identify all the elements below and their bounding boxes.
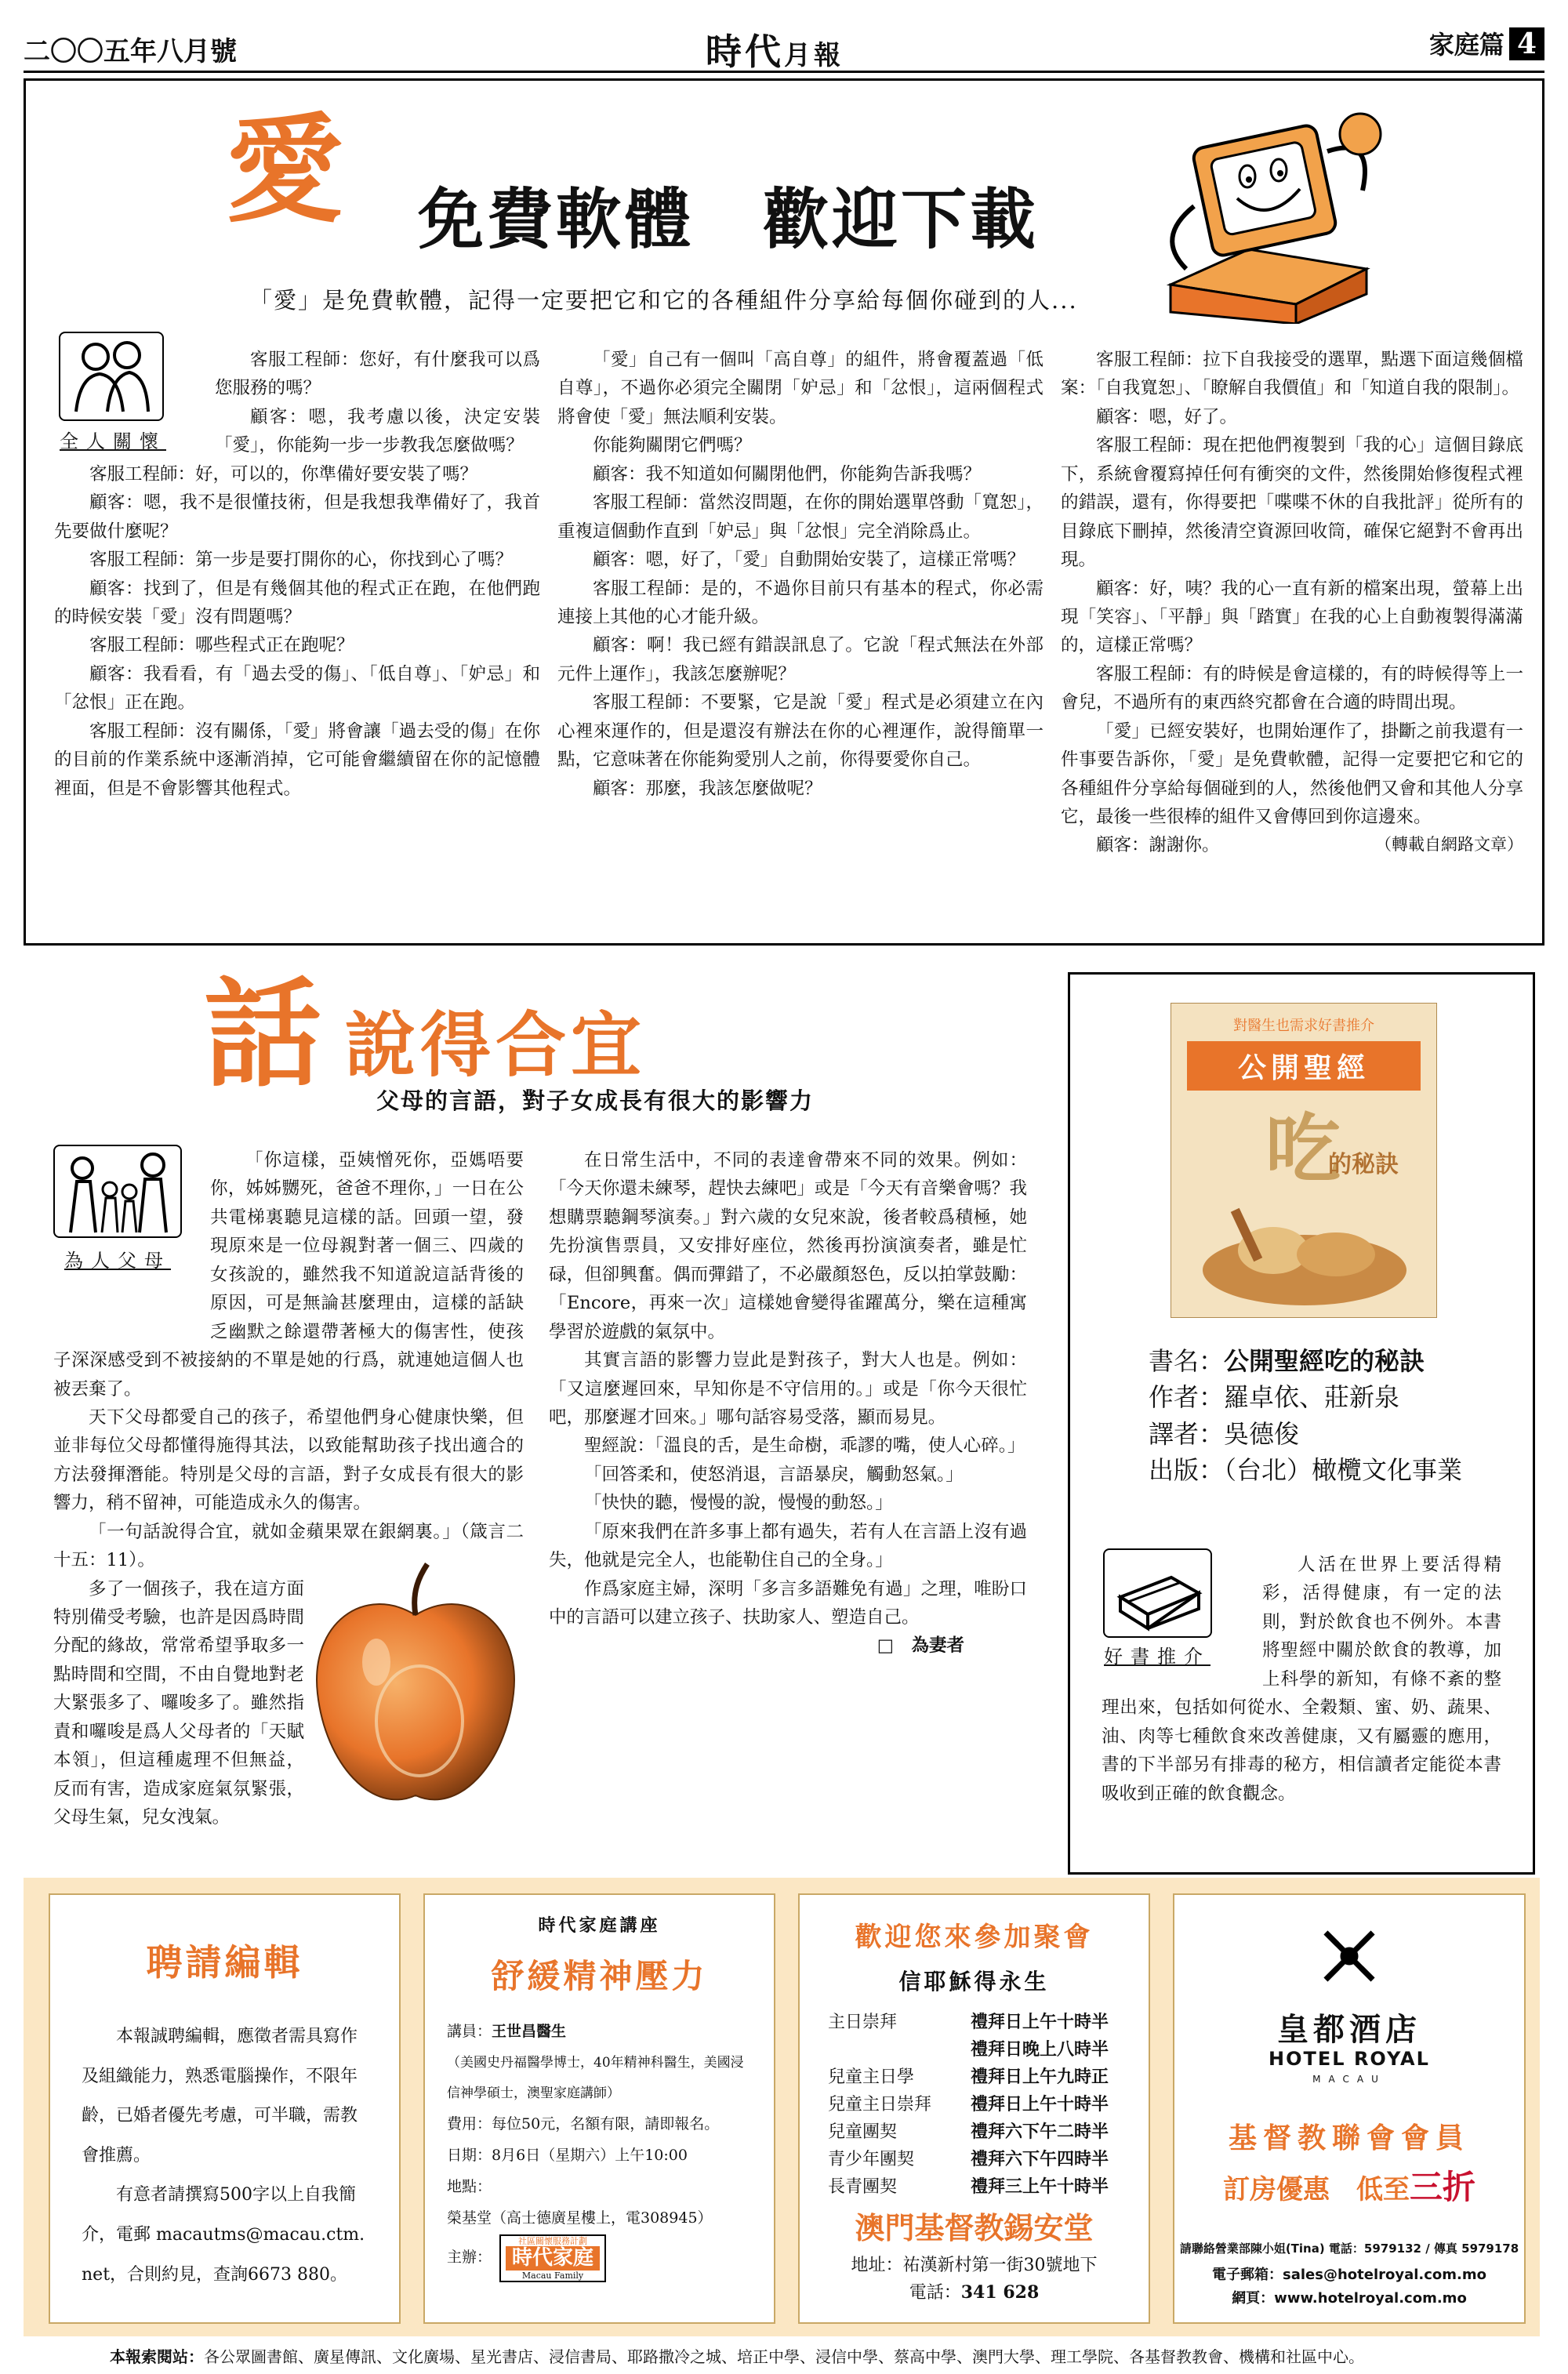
venue-label: 地點： [447,2177,492,2195]
paragraph: 客服工程師：不要緊，它是說「愛」程式是必須建立在內心裡來運作的，但是還沒有辦法在你的心裡運作，說得簡單一點，它意味著在你能夠愛別人之前，你得要愛你自己。 [557,692,1044,771]
fee-label: 費用： [447,2115,492,2133]
book-translator: 吳德俊 [1224,1418,1300,1449]
speaker-name: 王世昌醫生 [492,2023,567,2040]
book-cover-title: 公開聖經 [1187,1041,1421,1091]
paragraph: 作爲家庭主婦，深明「多言多語難免有過」之理，唯盼口中的言語可以建立孩子、扶助家人、塑造自己。 [549,1578,1027,1628]
paragraph: 「回答柔和，使怒消退，言語暴戾，觸動怒氣。」 [584,1464,964,1485]
book-name-label: 書名： [1149,1346,1225,1376]
paragraph: 顧客：好，咦？我的心一直有新的檔案出現，螢幕上出現「笑容」、「平靜」與「踏實」在我的心上自動複製得滿滿的，這樣正常嗎？ [1061,578,1523,656]
masthead-suffix: 月報 [784,40,844,71]
church-name: 澳門基督教錫安堂 [855,2210,1094,2245]
paragraph: 聖經說：「溫良的舌，是生命樹，乖謬的嘴，使人心碎。」 [584,1436,1025,1457]
book-description: 人活在世界上要活得精彩，活得健康，有一定的法則，對於飲食也不例外。本書將聖經中關於飲食的教導，加上科學的新知，有條不紊的整理出來，包括如何從水、全穀類、蜜、奶、蔬果、油、肉等七種飲食來改善健康，又有屬靈的應用，書的下半部另有排毒的秘方，相信讀者定能從本書吸收到正確的飲食觀念。 [1102,1555,1501,1804]
schedule-row [823,2144,1113,2172]
schedule-name: 兒童主日崇拜 [828,2095,932,2114]
hotel-offer2: 訂房優惠 低至 [1222,2174,1410,2205]
paragraph: 顧客：我不知道如何關閉他們，你能夠告訴我嗎？ [593,463,982,485]
ad-recruit-text [82,2017,368,2295]
paragraph: 在日常生活中，不同的表達會帶來不同的效果。例如：「今天你還未練琴，趕快去練吧」或是「今天有音樂會嗎？我想購票聽鋼琴演奏。」對六歲的女兒來說，後者較爲積極，她先扮演售票員，又安排好座位，然後再扮演演奏者，雖是忙碌，但卻興奮。偶而彈錯了，不必嚴顏怒色，反以拍掌鼓勵：「Encore，再來一次」這樣她會變得雀躍萬分，樂在這種寓學習於遊戲的氣氛中。 [549,1150,1027,1342]
schedule-row [823,2007,1113,2035]
article-words-title: 說得合宜 [345,1004,646,1087]
schedule-time: 禮拜六下午四時半 [971,2149,1109,2169]
float-spacer [1102,1551,1262,1668]
column-label-books: 好書推介 [1104,1646,1210,1668]
schedule-time: 禮拜日上午十時半 [971,2094,1109,2114]
paragraph: 客服工程師：有的時候是會這樣的，有的時候得等上一會兒，不過所有的東西終究都會在合適的時間出現。 [1061,663,1523,713]
date-label: 日期： [447,2146,492,2164]
schedule-time: 禮拜日晚上八時半 [971,2039,1109,2060]
paragraph: 天下父母都愛自己的孩子，希望他們身心健康快樂，但並非每位父母都懂得施得其法，以致能幫助孩子找出適合的方法發揮潛能。特別是父母的言語，對子女成長有很大的影響力，稍不留神，可能造成永久的傷害。 [53,1407,524,1514]
hotel-offer3: 三折 [1409,2168,1475,2206]
ad-hotel [1173,1893,1526,2324]
venue-value: 榮基堂（高士德廣星樓上，電308945） [447,2209,713,2227]
fee-row [447,2109,752,2140]
paragraph: 客服工程師：好，可以的，你準備好要安裝了嗎？ [89,463,478,485]
column-label-care: 全人關懷 [60,430,166,452]
schedule-row [823,2117,1113,2144]
schedule-name: 青少年團契 [828,2150,915,2169]
hotel-city: MACAU [1312,2074,1386,2085]
article-love-source: （轉載自網路文章） [1375,835,1523,855]
host-name: 時代家庭 [506,2246,600,2271]
schedule-name: 兒童主日學 [828,2067,915,2087]
schedule-name: 主日崇拜 [828,2013,898,2032]
article-words-col2 [549,1146,1027,1836]
host-logo [499,2234,606,2283]
paragraph: 客服工程師：您好，有什麼我可以爲您服務的嗎？ [215,350,540,399]
church-phone: 341 628 [960,2282,1040,2303]
hotel-email: 電子郵箱：sales@hotelroyal.com.mo [1212,2267,1486,2283]
page-header [24,24,1544,73]
paragraph: 客服工程師：當然沒問題，在你的開始選單啓動「寬恕」，重複這個動作直到「妒忌」與「忿恨」完全消除爲止。 [557,492,1044,542]
speaker-bio: （美國史丹福醫學博士，40年精神科醫生，美國浸信神學碩士，澳聖家庭講師） [447,2054,744,2101]
ad-seminar-title: 舒緩精神壓力 [491,1957,708,1995]
church-phone-row [800,2279,1149,2303]
book-description-box [1102,1551,1501,1808]
schedule-time: 禮拜六下午二時半 [971,2122,1109,2142]
book-review-panel [1068,972,1535,1875]
ad-church-title: 歡迎您來參加聚會 [855,1922,1094,1953]
book-author-row [1149,1379,1462,1415]
schedule-time: 禮拜日上午十時半 [971,2012,1109,2032]
article-words-subtitle: 父母的言語，對子女成長有很大的影響力 [376,1087,815,1114]
fee-value: 每位50元，名額有限，請即報名。 [492,2115,720,2133]
speaker-row [447,2016,752,2048]
section-name: 家庭篇 [1428,30,1504,60]
ad-recruit-text2: 有意者請撰寫500字以上自我簡介，電郵 macautms@macau.ctm.net，合則約見，查詢6673 880。 [82,2185,365,2285]
paragraph: 「快快的聽，慢慢的說，慢慢的動怒。」 [584,1493,893,1514]
schedule-row [823,2035,1113,2062]
book-publisher-row [1149,1452,1462,1488]
book-cover [1171,1003,1437,1318]
schedule-time: 禮拜日上午九時正 [971,2067,1109,2087]
ad-church [798,1893,1150,2324]
hotel-name-en: HOTEL ROYAL [1269,2048,1430,2070]
book-cover-sub: 的秘訣 [1328,1151,1399,1178]
article-words-author: □ 為妻者 [877,1635,964,1657]
page-footer [110,2344,1364,2367]
paragraph: 顧客：嗯，好了。 [1096,406,1238,427]
paragraph: 顧客：嗯，好了，「愛」自動開始安裝了，這樣正常嗎？ [593,550,1025,571]
book-cover-big: 吃 [1265,1105,1341,1193]
ad-recruit-title: 聘請編輯 [146,1941,303,1984]
paragraph: 客服工程師：拉下自我接受的選單，點選下面這幾個檔案：「自我寬恕」、「瞭解自我價值」和「知道自我的限制」。 [1061,350,1523,399]
apple-illustration [302,1560,529,1819]
paragraph: 「原來我們在許多事上都有過失，若有人在言語上沒有過失，他就是完全人，也能勒住自己的全身。」 [549,1521,1027,1571]
article-love-col3 [1061,346,1523,996]
paragraph: 多了一個孩子，我在這方面特別備受考驗，也許是因爲時間分配的緣故，常常希望爭取多一點時間和空間，不由自覺地對老大緊張多了、囉唆多了。雖然指責和囉唆是爲人父母者的「天賦本領」，但這種處理不但無益，反而有害，造成家庭氣氛緊張，父母生氣，兒女洩氣。 [53,1578,304,1828]
ad-seminar-kicker: 時代家庭講座 [538,1915,661,1936]
book-name: 公開聖經吃的秘訣 [1224,1346,1425,1376]
article-love-col1 [54,346,540,996]
paragraph: 顧客：我看看，有「過去受的傷」、「低自尊」、「妒忌」和「忿恨」正在跑。 [54,663,540,713]
hotel-offer-row [1174,2162,1524,2209]
paragraph: 客服工程師：哪些程式正在跑呢？ [89,635,354,656]
book-publisher-label: 出版： [1149,1455,1225,1486]
service-schedule [823,2007,1113,2199]
page-number: 4 [1509,27,1544,60]
paragraph: 「你這樣，亞姨憎死你，亞媽唔要你，姊姊嬲死，爸爸不理你，」一日在公共電梯裏聽見這樣的話。回頭一望，發現原來是一位母親對著一個三、四歲的女孩說的，雖然我不知道說這話背後的原因，可是無論甚麼理由，這樣的話缺乏幽默之餘還帶著極大的傷害性，使孩子深深感受到不被接納的不單是她的行爲，就連她這個人也被丟棄了。 [53,1150,524,1399]
date-row [447,2140,752,2172]
paragraph: 顧客：那麼，我該怎麼做呢？ [593,778,822,799]
article-love-lead: 「愛」是免費軟體，記得一定要把它和它的各種組件分享給每個你碰到的人... [249,287,1078,314]
book-publisher: （台北）橄欖文化事業 [1224,1455,1463,1486]
schedule-row [823,2172,1113,2199]
schedule-row [823,2062,1113,2089]
masthead [706,24,844,75]
hotel-contact: 請聯絡營業部陳小姐(Tina) 電話：5979132 / 傳真 5979178 [1179,2242,1519,2256]
masthead-main: 時代 [706,31,784,73]
schedule-name: 兒童團契 [828,2122,898,2142]
host-label: 主辦： [447,2249,492,2267]
ad-seminar [423,1893,775,2324]
paragraph: 客服工程師：第一步是要打開你的心，你找到心了嗎？ [89,550,514,571]
schedule-row [823,2089,1113,2117]
book-author: 羅卓依、莊新泉 [1224,1382,1400,1413]
paragraph: 客服工程師：是的，不過你目前只有基本的程式，你必需連接上其他的心才能升級。 [557,578,1044,627]
book-name-row [1149,1343,1462,1379]
ad-seminar-details [447,2016,752,2282]
float-spacer [53,1146,210,1319]
host-kicker: 社區關懷服務計劃 [518,2235,588,2246]
venue-row [447,2172,752,2234]
church-address: 地址：祐漢新村第一街30號地下 [851,2256,1098,2275]
column-label-parents: 為人父母 [64,1250,171,1272]
ad-recruit [49,1893,401,2324]
host-row [447,2234,752,2283]
paragraph: 客服工程師：現在把他們複製到「我的心」這個目錄底下，系統會覆寫掉任何有衝突的文件，然後開始修復程式裡的錯誤，還有，你得要把「喋喋不休的自我批評」從所有的目錄底下刪掉，然後清空資源回收筒，確保它絕對不會再出現。 [1061,435,1523,571]
schedule-name [823,2035,966,2062]
book-cover-kicker: 對醫生也需求好書推介 [1233,1018,1374,1034]
article-love-title: 免費軟體 歡迎下載 [418,181,1040,258]
food-basket-illustration [1195,1184,1414,1309]
schedule-time: 禮拜三上午十時半 [971,2176,1109,2197]
paragraph: 顧客：嗯，我考慮以後，決定安裝「愛」，你能夠一步一步教我怎麼做嗎？ [215,406,540,456]
host-sub: Macau Family [521,2271,584,2281]
hotel-logo-icon [1310,1917,1388,1995]
hotel-offer1: 基督教聯會會員 [1228,2122,1470,2154]
book-info [1149,1343,1462,1489]
schedule-name: 長青團契 [828,2177,898,2197]
computer-mascot-illustration [1139,89,1390,324]
date-value: 8月6日（星期六）上午10:00 [492,2146,688,2164]
paragraph: 「愛」自己有一個叫「高自尊」的組件，將會覆蓋過「低自尊」，不過你必須完全關閉「妒忌」和「忿恨」，這兩個程式將會使「愛」無法順利安裝。 [557,350,1044,427]
paragraph: 顧客：嗯，我不是很懂技術，但是我想我準備好了，我首先要做什麼呢？ [54,492,540,542]
paragraph: 顧客：謝謝你。 [1096,835,1220,856]
section-label [1429,25,1544,61]
church-phone-label: 電話： [909,2283,961,2303]
paragraph: 客服工程師：沒有關係，「愛」將會讓「過去受的傷」在你的目前的作業系統中逐漸消掉，它可能會繼續留在你的記憶體裡面，但是不會影響其他程式。 [54,721,540,799]
issue-date: 二〇〇五年八月號 [24,36,237,67]
paragraph: 其實言語的影響力豈此是對孩子，對大人也是。例如：「又這麼遲回來，早知你是不守信用的。」或是「你今天很忙吧，那麼遲才回來。」哪句話容易受落，顯而易見。 [549,1350,1027,1428]
ad-church-subtitle: 信耶穌得永生 [898,1969,1050,1995]
paragraph: 你能夠關閉它們嗎？ [593,435,752,456]
book-translator-label: 譯者： [1149,1418,1225,1449]
footer-label: 本報索閱站： [110,2347,204,2366]
ad-recruit-text1: 本報誠聘編輯，應徵者需具寫作及組織能力，熟悉電腦操作，不限年齡，已婚者優先考慮，可半職，需教會推薦。 [82,2027,358,2165]
hotel-name-cn: 皇都酒店 [1277,2011,1421,2048]
paragraph: 「愛」已經安裝好，也開始運作了，掛斷之前我還有一件事要告訴你，「愛」是免費軟體，記得一定要把它和它的各種組件分享給每個碰到的人，然後他們又會和其他人分享它，最後一些很棒的組件又會傳回到你這邊來。 [1061,721,1523,827]
paragraph: 顧客：啊！我已經有錯誤訊息了。它說「程式無法在外部元件上運作」，我該怎麼辦呢？ [557,635,1044,684]
article-love-big-char: 愛 [226,103,344,239]
paragraph: 顧客：找到了，但是有幾個其他的程式正在跑，在他們跑的時候安裝「愛」沒有問題嗎？ [54,578,540,627]
article-words-big-char: 話 [204,967,322,1103]
footer-text: 各公眾圖書館、廣星傳訊、文化廣場、星光書店、浸信書局、耶路撒冷之城、培正中學、浸信中學、蔡高中學、澳門大學、理工學院、各基督教教會、機構和社區中心。 [204,2347,1364,2366]
book-author-label: 作者： [1149,1382,1225,1413]
article-love-panel [24,78,1544,946]
article-love-col2 [557,346,1044,996]
speaker-label: 講員： [447,2023,492,2040]
paragraph: 「一句話說得合宜，就如金蘋果眾在銀網裏。」（箴言二十五：11）。 [53,1521,524,1571]
book-translator-row [1149,1416,1462,1452]
paragraph-with-source [1061,831,1523,859]
float-spacer [54,346,215,456]
hotel-web: 網頁：www.hotelroyal.com.mo [1232,2290,1467,2307]
